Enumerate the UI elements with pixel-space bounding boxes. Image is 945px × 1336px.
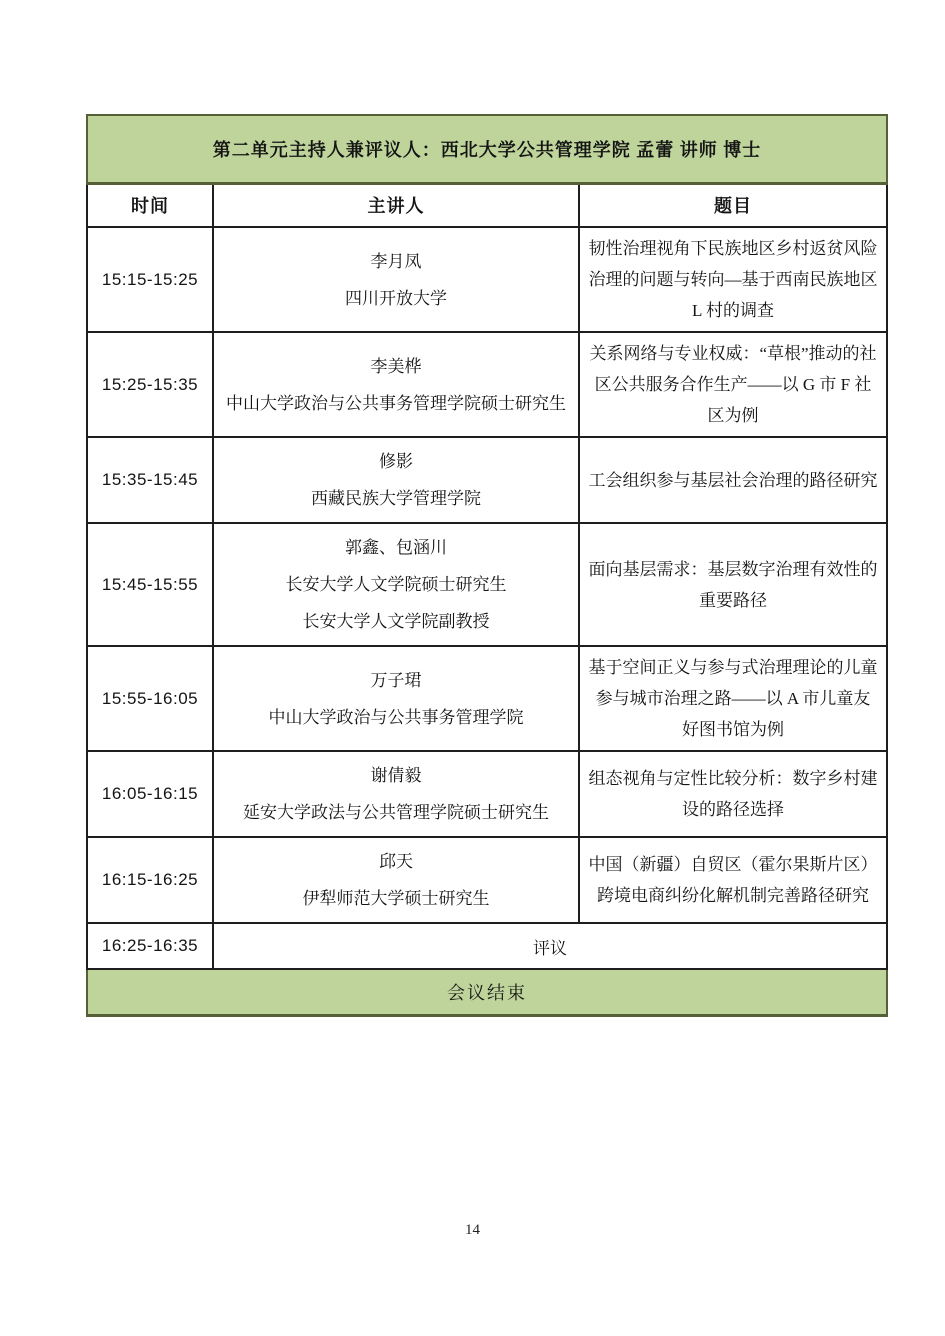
session-header: 第二单元主持人兼评议人：西北大学公共管理学院 孟蕾 讲师 博士 [87, 115, 887, 183]
speaker-cell [213, 837, 579, 923]
table-row [87, 646, 887, 751]
speaker-cell [213, 227, 579, 332]
speaker-line: 郭鑫、包涵川 [345, 538, 447, 557]
speaker-line: 万子珺 [370, 670, 422, 690]
schedule-table-container [86, 114, 886, 1017]
column-header-time: 时间 [87, 183, 213, 227]
speaker-line: 谢倩毅 [370, 766, 422, 785]
speaker-cell [213, 523, 579, 646]
column-header-speaker: 主讲人 [213, 183, 579, 227]
speaker-line: 中山大学政治与公共事务管理学院硕士研究生 [226, 393, 566, 413]
title-cell: 面向基层需求：基层数字治理有效性的重要路径 [579, 523, 887, 646]
time-cell: 15:45-15:55 [87, 523, 213, 646]
time-cell: 15:55-16:05 [87, 646, 213, 751]
title-cell: 基于空间正义与参与式治理理论的儿童参与城市治理之路——以 A 市儿童友好图书馆为例 [579, 646, 887, 751]
speaker-cell [213, 646, 579, 751]
speaker-line: 四川开放大学 [345, 288, 447, 308]
column-header-title: 题目 [579, 183, 887, 227]
schedule-body [87, 227, 887, 923]
table-row [87, 837, 887, 923]
table-row [87, 751, 887, 837]
table-row [87, 437, 887, 523]
title-cell: 韧性治理视角下民族地区乡村返贫风险治理的问题与转向—基于西南民族地区 L 村的调查 [579, 227, 887, 332]
time-cell: 16:15-16:25 [87, 837, 213, 923]
time-cell: 16:05-16:15 [87, 751, 213, 837]
table-row [87, 227, 887, 332]
speaker-line: 延安大学政法与公共管理学院硕士研究生 [243, 803, 549, 822]
title-cell: 工会组织参与基层社会治理的路径研究 [579, 437, 887, 523]
speaker-line: 邱天 [379, 852, 413, 871]
meeting-end-banner: 会议结束 [87, 969, 887, 1015]
speaker-line: 李美桦 [370, 356, 422, 376]
page-number: 14 [465, 1222, 480, 1238]
speaker-cell [213, 437, 579, 523]
title-cell: 关系网络与专业权威：“草根”推动的社区公共服务合作生产——以 G 市 F 社区为例 [579, 332, 887, 437]
review-label-cell: 评议 [213, 923, 887, 969]
speaker-line: 李月凤 [370, 251, 422, 271]
conference-schedule-table [86, 114, 888, 1017]
speaker-cell [213, 751, 579, 837]
speaker-line: 长安大学人文学院硕士研究生 [285, 575, 507, 594]
time-cell: 15:35-15:45 [87, 437, 213, 523]
speaker-line: 中山大学政治与公共事务管理学院 [268, 707, 524, 727]
speaker-line: 修影 [379, 452, 413, 471]
column-header-row [87, 183, 887, 227]
session-header-row [87, 115, 887, 183]
review-row [87, 923, 887, 969]
speaker-line: 西藏民族大学管理学院 [311, 489, 481, 508]
title-cell: 组态视角与定性比较分析：数字乡村建设的路径选择 [579, 751, 887, 837]
speaker-line: 长安大学人文学院副教授 [302, 612, 490, 631]
time-cell: 15:25-15:35 [87, 332, 213, 437]
speaker-cell [213, 332, 579, 437]
schedule-tail [87, 923, 887, 1015]
table-row [87, 523, 887, 646]
title-cell: 中国（新疆）自贸区（霍尔果斯片区）跨境电商纠纷化解机制完善路径研究 [579, 837, 887, 923]
meeting-end-row [87, 969, 887, 1015]
review-time-cell: 16:25-16:35 [87, 923, 213, 969]
time-cell: 15:15-15:25 [87, 227, 213, 332]
speaker-line: 伊犁师范大学硕士研究生 [302, 889, 490, 908]
table-row [87, 332, 887, 437]
